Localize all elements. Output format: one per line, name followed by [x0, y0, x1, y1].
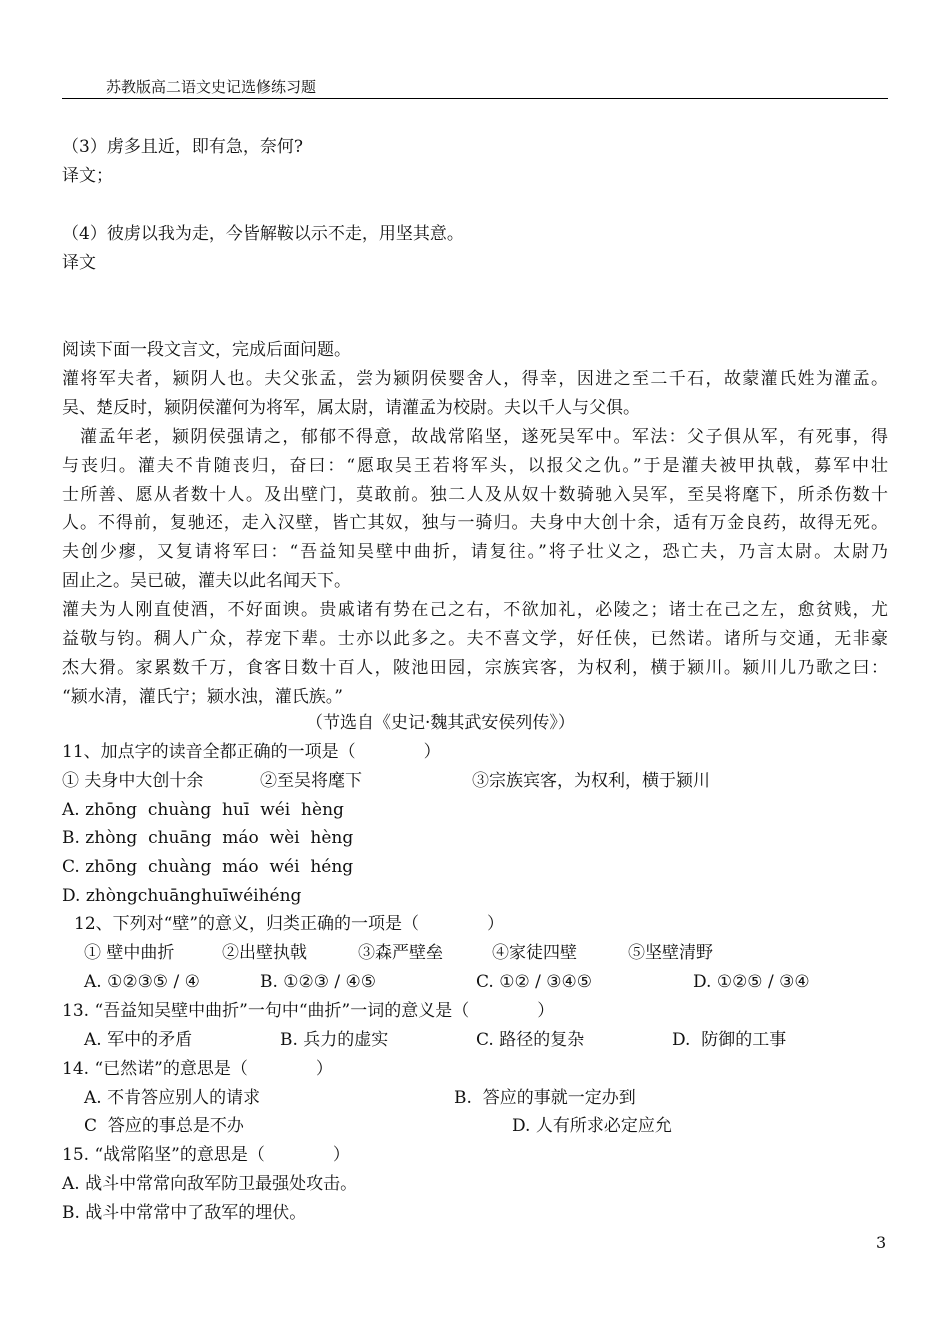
passage-line: “颍水清，灌氏宁；颍水浊，灌氏族。”	[62, 687, 343, 707]
question-12-item: ④家徒四壁	[492, 943, 577, 963]
question-14-option-d: D. 人有所求必定应允	[512, 1116, 672, 1136]
question-13-option-c: C. 路径的复杂	[476, 1030, 585, 1050]
passage-line: 固止之。吴已破，灌夫以此名闻天下。	[62, 571, 351, 591]
question-14-option-c: C 答应的事总是不办	[84, 1116, 244, 1136]
question-14-option-a: A. 不肯答应别人的请求	[84, 1088, 261, 1108]
translation-question-4: （4）彼虏以我为走，今皆解鞍以示不走，用坚其意。	[62, 224, 464, 244]
passage-line: 士所善、愿从者数十人。及出壁门，莫敢前。独二人及从奴十数骑驰入吴军，至吴将麾下，所杀伤数十	[62, 485, 888, 505]
header-title: 苏教版高二语文史记选修练习题	[106, 78, 317, 96]
question-12-option-c: C. ①② / ③④⑤	[476, 972, 592, 992]
question-12-option-a: A. ①②③⑤ / ④	[84, 972, 200, 992]
translation-question-3: （3）虏多且近，即有急，奈何?	[62, 137, 303, 157]
question-13-option-a: A. 军中的矛盾	[84, 1030, 193, 1050]
question-13-option-d: D. 防御的工事	[672, 1030, 787, 1050]
passage-line: 灌将军夫者，颍阴人也。夫父张孟，尝为颍阴侯婴舍人，得幸，因进之至二千石，故蒙灌氏姓为灌孟。	[62, 369, 888, 389]
passage-line: 益敬与钧。稠人广众，荐宠下辈。士亦以此多之。夫不喜文学，好任侠，已然诺。诸所与交通，无非豪	[62, 629, 888, 649]
page-header	[62, 72, 888, 99]
question-11-option-d: D. zhòngchuānghuīwéihéng	[62, 886, 302, 906]
passage-line: 与丧归。灌夫不肯随丧归，奋曰：“愿取吴王若将军头，以报父之仇。”于是灌夫被甲执戟，募军中壮	[62, 456, 888, 476]
question-12-item: ②出壁执戟	[222, 943, 307, 963]
passage-line: 灌夫为人刚直使酒，不好面谀。贵戚诸有势在己之右，不欲加礼，必陵之；诸士在己之左，愈贫贱，尤	[62, 600, 888, 620]
page-number: 3	[876, 1233, 887, 1252]
translation-label-3: 译文；	[62, 166, 113, 186]
passage-line: 吴、楚反时，颍阴侯灌何为将军，属太尉，请灌孟为校尉。夫以千人与父俱。	[62, 398, 640, 418]
question-14-option-b: B. 答应的事就一定办到	[454, 1088, 636, 1108]
passage-source: （节选自《史记·魏其武安侯列传》）	[306, 713, 575, 733]
question-12-item: ⑤坚壁清野	[628, 943, 713, 963]
question-11-item: ②至吴将麾下	[260, 771, 362, 791]
question-15-stem: 15. “战常陷坚”的意思是（ ）	[62, 1145, 350, 1165]
passage-line: 夫创少瘳，又复请将军曰：“吾益知吴壁中曲折，请复往。”将子壮义之，恐亡夫，乃言太尉。太尉乃	[62, 542, 888, 562]
translation-label-4: 译文	[62, 253, 96, 273]
question-12-option-d: D. ①②⑤ / ③④	[693, 972, 810, 992]
question-12-stem: 12、下列对“壁”的意义，归类正确的一项是（ ）	[74, 914, 505, 934]
passage-line: 杰大猾。家累数千万，食客日数十百人，陂池田园，宗族宾客，为权利，横于颍川。颍川儿乃歌之曰：	[62, 658, 888, 678]
question-13-option-b: B. 兵力的虚实	[280, 1030, 389, 1050]
passage-line: 人。不得前，复驰还，走入汉壁，皆亡其奴，独与一骑归。夫身中大创十余，适有万金良药，故得无死。	[62, 513, 888, 533]
question-12-item: ① 壁中曲折	[84, 943, 175, 963]
passage-line: 灌孟年老，颍阴侯强请之，郁郁不得意，故战常陷坚，遂死吴军中。军法：父子俱从军，有死事，得	[80, 427, 888, 447]
question-13-stem: 13. “吾益知吴壁中曲折”一句中“曲折”一词的意义是（ ）	[62, 1001, 555, 1021]
question-14-stem: 14. “已然诺”的意思是（ ）	[62, 1059, 333, 1079]
question-15-option-b: B. 战斗中常常中了敌军的埋伏。	[62, 1203, 307, 1223]
question-11-option-c: C. zhōng chuàng máo wéi héng	[62, 857, 354, 877]
question-11-option-b: B. zhòng chuāng máo wèi hèng	[62, 828, 354, 848]
question-12-option-b: B. ①②③ / ④⑤	[260, 972, 377, 992]
question-11-option-a: A. zhōng chuàng huī wéi hèng	[62, 800, 344, 820]
question-11-stem: 11、加点字的读音全都正确的一项是（ ）	[62, 742, 441, 762]
question-12-item: ③森严壁垒	[358, 943, 443, 963]
question-11-item: ③宗族宾客，为权利，横于颍川	[472, 771, 710, 791]
question-11-item: ① 夫身中大创十余	[62, 771, 204, 791]
question-15-option-a: A. 战斗中常常向敌军防卫最强处攻击。	[62, 1174, 358, 1194]
passage-intro: 阅读下面一段文言文，完成后面问题。	[62, 340, 351, 360]
